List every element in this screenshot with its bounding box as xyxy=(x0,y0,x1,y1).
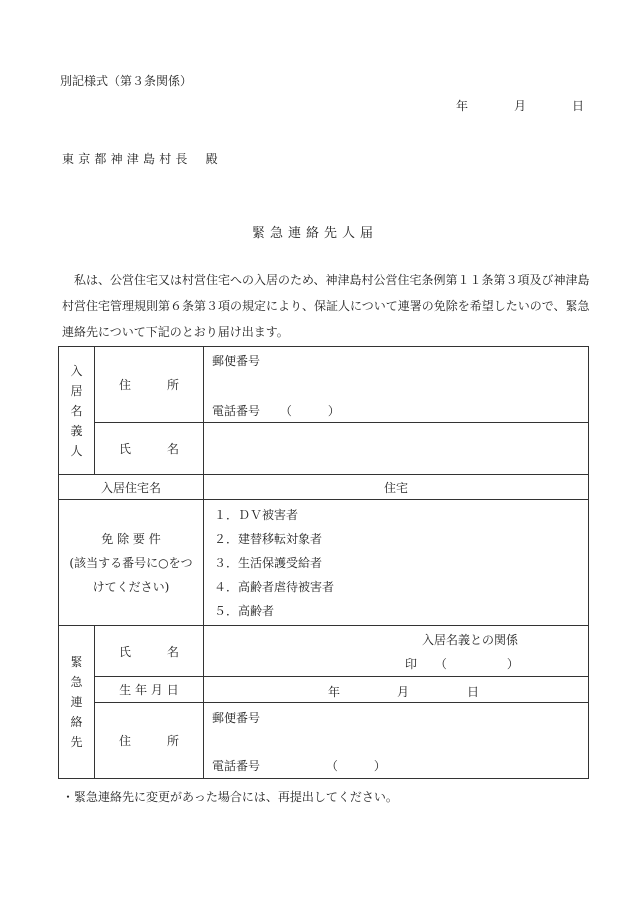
exemption-option-3[interactable]: ３．生活保護受給者 xyxy=(214,555,323,570)
emergency-phone-label: 電話番号 xyxy=(212,759,261,773)
occupant-group-label: 入 居 名 義 人 xyxy=(59,347,95,475)
occupant-address-row xyxy=(59,347,589,423)
addressee-honorific: 殿 xyxy=(205,152,222,166)
date-day: 日 xyxy=(572,99,585,113)
exemption-row xyxy=(59,500,589,626)
emergency-name-row xyxy=(59,626,589,677)
occupant-phone-parens: （ ） xyxy=(279,404,340,418)
footnote: ・緊急連絡先に変更があった場合には、再提出してください。 xyxy=(62,790,398,804)
occupant-phone-label: 電話番号 xyxy=(212,404,261,418)
exemption-hint-2: けてください) xyxy=(92,579,170,594)
occupant-name-row xyxy=(59,423,589,475)
exemption-option-2[interactable]: ２．建替移転対象者 xyxy=(214,531,323,546)
emergency-address-row xyxy=(59,703,589,779)
emergency-phone-parens: （ ） xyxy=(325,759,386,773)
occupant-name-field[interactable] xyxy=(204,423,589,475)
exemption-option-5[interactable]: ５．高齢者 xyxy=(214,603,275,618)
date-year: 年 xyxy=(456,99,469,113)
application-form-table xyxy=(58,346,589,779)
occupant-phone-line xyxy=(212,402,340,419)
relation-label: 入居名義との関係 xyxy=(422,633,519,647)
addressee xyxy=(62,150,222,167)
exemption-option-4[interactable]: ４．高齢者虐待被害者 xyxy=(214,579,335,594)
occupant-address-label: 住 所 xyxy=(95,347,204,423)
date-month: 月 xyxy=(514,99,527,113)
exemption-options xyxy=(204,500,589,626)
emergency-address-field[interactable] xyxy=(204,703,589,779)
birth-year-label: 年 xyxy=(328,685,341,699)
form-type-label: 別記様式（第３条関係） xyxy=(60,74,193,88)
emergency-address-label: 住 所 xyxy=(95,703,204,779)
birth-day-label: 日 xyxy=(467,685,480,699)
residence-row xyxy=(59,475,589,500)
occupant-postal-code-label: 郵便番号 xyxy=(212,354,261,368)
seal-line xyxy=(405,655,519,672)
emergency-birth-row xyxy=(59,677,589,703)
residence-label: 入居住宅名 xyxy=(59,475,204,500)
emergency-phone-line xyxy=(212,757,386,774)
emergency-group-label: 緊 急 連 絡 先 xyxy=(59,626,95,779)
residence-field[interactable]: 住宅 xyxy=(204,475,589,500)
document-title: 緊急連絡先人届 xyxy=(251,226,378,241)
date-line xyxy=(456,97,586,111)
birth-month-label: 月 xyxy=(397,685,410,699)
exemption-option-1[interactable]: １．ＤＶ被害者 xyxy=(214,507,299,522)
addressee-name: 東京都神津島村長 xyxy=(62,152,192,166)
body-text: 私は、公営住宅又は村営住宅への入居のため、神津島村公営住宅条例第１１条第３項及び神津島村営住宅管理規則第６条第３項の規定により、保証人について連署の免除を希望したいので、緊急連絡先について下記のとおり届け出ます。 xyxy=(62,273,590,339)
seal-mark: 印 xyxy=(405,657,418,671)
exemption-label-cell xyxy=(59,500,204,626)
emergency-name-label: 氏 名 xyxy=(95,626,204,677)
emergency-postal-code-label: 郵便番号 xyxy=(212,711,261,725)
relation-parens: （ ） xyxy=(434,657,519,671)
exemption-label: 免 除 要 件 xyxy=(101,531,161,546)
exemption-hint-1: (該当する番号に○をつ xyxy=(69,555,193,570)
occupant-address-field[interactable] xyxy=(204,347,589,423)
emergency-name-field[interactable] xyxy=(204,626,589,677)
birth-label: 生 年 月 日 xyxy=(95,677,204,703)
occupant-name-label: 氏 名 xyxy=(95,423,204,475)
birth-date-field[interactable] xyxy=(204,677,589,703)
